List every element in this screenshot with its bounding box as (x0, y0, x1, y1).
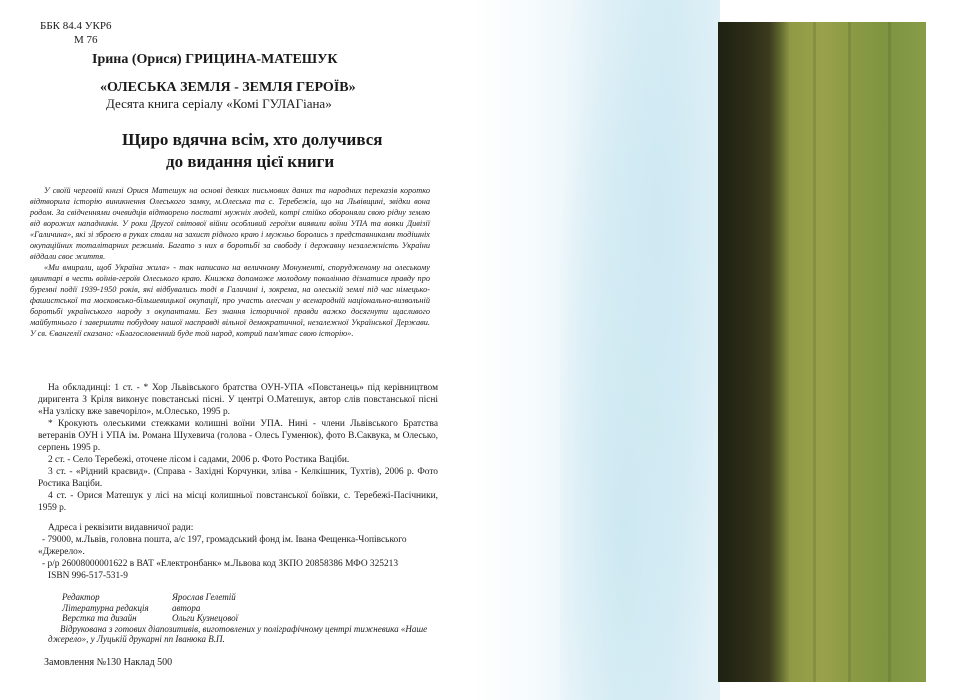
intro-paragraph-2: «Ми вмирали, щоб Україна жила» - так написано на величному Монументі, спорудженому на олеському цвинтарі в честь воїнів-героїв Олеського краю. Книжка допоможе молодому поколінню дізнатися правду про буремні події 1939-1950 років, які відбувались тоді в Галичині і, зокрема, на олеській землі під час німецько-фашистської та московсько-більшевицької окупації, про участь олесчан у всенародній національно-визвольній боротьбі українського народу з окупантами. Без знання історичної правди важко досягнути щасливого майбутнього і завершити побудову нашої насправді вільної демократичної, незалежної Української Держави. У св. Євангелії сказано: «Благословенний буде той народ, котрий пам'ятає свою історію». (30, 263, 430, 338)
bbk-index: М 76 (74, 34, 98, 46)
intro-text (30, 185, 430, 339)
cover-desc-5: 4 ст. - Орися Матешук у лісі на місці колишньої повстанської боївки, с. Теребежі-Пасічники, 1959 р. (38, 491, 438, 513)
bbk-code: ББК 84.4 УКР6 (40, 20, 112, 32)
tree-line (718, 22, 790, 682)
thanks-heading-line2: до видання цієї книги (166, 152, 335, 171)
editor-value: Ярослав Гелетій (172, 592, 236, 602)
left-page (0, 0, 470, 700)
order-info: Замовлення №130 Наклад 500 (44, 657, 173, 668)
publisher-address (38, 522, 438, 582)
cover-desc-4: 3 ст. - «Рідний краєвид». (Справа - Західні Корчунки, зліва - Келкішник, Тухтів), 2006 р. Фото Ростика Ваціби. (38, 467, 438, 489)
literary-value: автора (172, 602, 201, 613)
credit-literary (48, 603, 448, 614)
literary-label: Літературна редакція (62, 602, 149, 613)
layout-value: Ольги Кузнецової (172, 613, 239, 623)
grass-stripe (888, 22, 891, 682)
credit-layout (48, 613, 448, 624)
address-line-2: - р/р 26008000001622 в ВАТ «Електронбанк» м.Львова код ЗКПО 20858386 МФО 325213 (42, 559, 399, 569)
landscape-photo (718, 22, 926, 682)
credit-editor (48, 592, 448, 603)
thanks-heading-line1: Щиро вдячна всім, хто долучився (122, 130, 383, 149)
cover-desc-1: На обкладинці: 1 ст. - * Хор Львівського братства ОУН-УПА «Повстанець» під керівництвом диригента З Кріля виконує повстанські пісні. У центрі О.Матешук, автор слів повстанської пісні «На узліску вже завечоріло», м.Олесько, 1995 р. (38, 383, 438, 417)
cover-desc-2: * Крокують олеськими стежками колишні воїни УПА. Нині - члени Львівського Братства ветеранів ОУН і УПА ім. Романа Шухевича (голова - Олесь Гуменюк), фото В.Саквука, м Олесько, серпень 1995 р. (38, 419, 438, 453)
cover-descriptions (38, 382, 438, 514)
grass-stripe (813, 22, 816, 682)
print-info: Відрукована з готових діапозитивів, виготовлених у поліграфічному центрі тижневика «Наше джерело», у Луцькій друкарні пп Іванюка В.П. (48, 623, 428, 644)
intro-paragraph-1: У своїй черговій книзі Орися Матешук на основі деяких письмових даних та народних переказів коротко відтворила історію виникнення Олеського замку, м.Олеська та с. Теребежів, що на Львівщині, звідки вона родом. За свідченнями очевидців відтворено постаті мужніх людей, котрі стійко обороняли свою рідну землю від ворожих нападників. У роки Другої світової війни особливий героїзм виявили воїни УПА та вояки Дивізії «Галичина», які зі зброєю в руках стали на захист рідного краю і мужньо боролись з представниками тодішніх окупаційних тоталітарних режимів. Багато з них в боротьбі за свободу і державну незалежність України віддали своє життя. (30, 186, 430, 261)
author-name: Ірина (Орися) ГРИЦИНА-МАТЕШУК (92, 52, 338, 67)
credits (48, 592, 448, 645)
address-line-1: - 79000, м.Львів, головна пошта, а/с 197, громадський фонд ім. Івана Фещенка-Чопівського «Джерело». (38, 535, 407, 557)
editor-label: Редактор (62, 592, 100, 602)
isbn: ISBN 996-517-531-9 (48, 571, 128, 581)
sky-haze (560, 0, 720, 700)
grass-stripe (848, 22, 851, 682)
address-title: Адреса і реквізити видавничої ради: (48, 523, 194, 533)
layout-label: Верстка та дизайн (62, 613, 137, 623)
book-subtitle: Десята книга серіалу «Комі ГУЛАГіана» (106, 96, 332, 111)
book-title: «ОЛЕСЬКА ЗЕМЛЯ - ЗЕМЛЯ ГЕРОЇВ» (100, 80, 356, 95)
cover-desc-3: 2 ст. - Село Теребежі, оточене лісом і садами, 2006 р. Фото Ростика Ваціби. (48, 455, 350, 465)
